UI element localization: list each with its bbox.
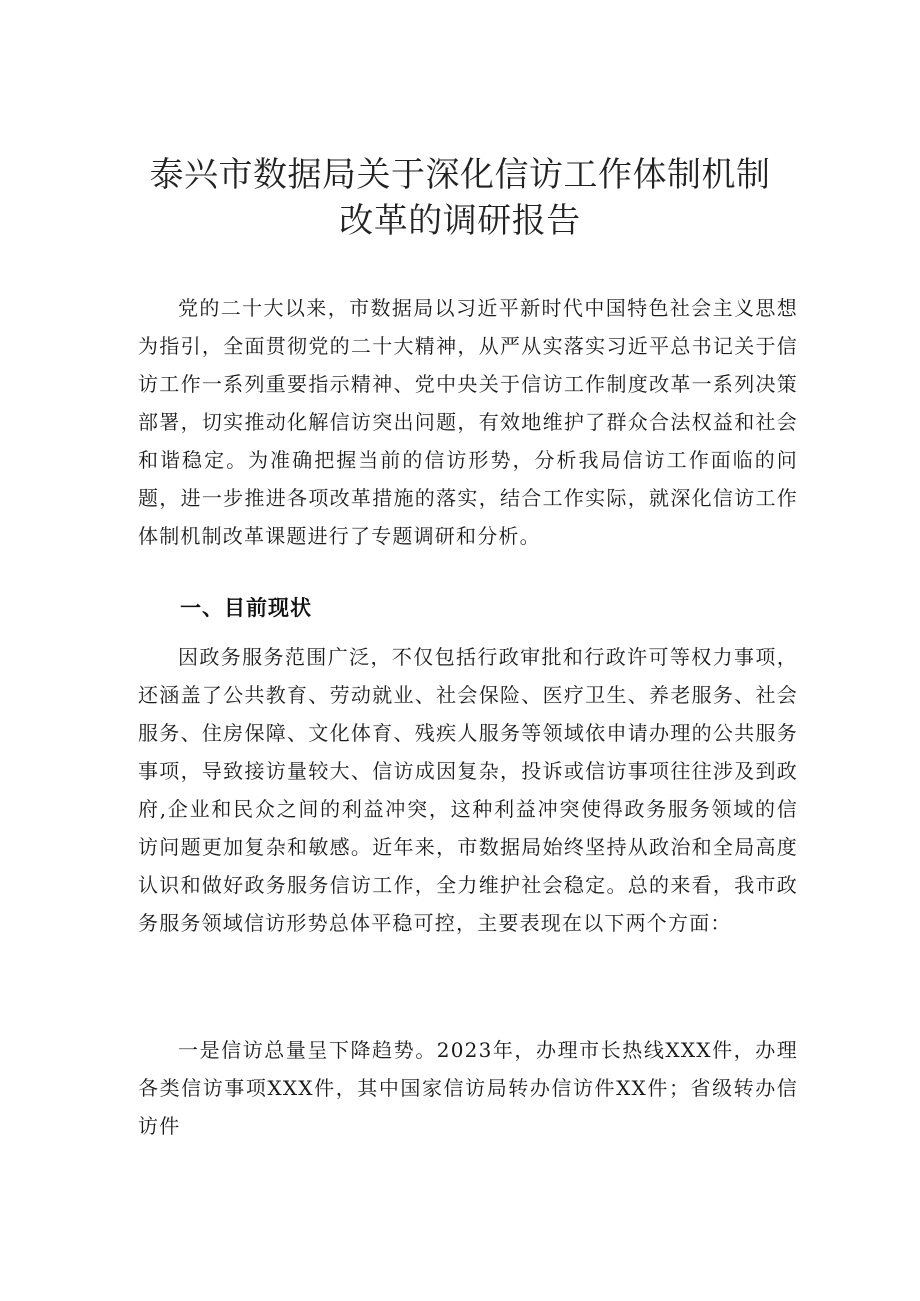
intro-paragraph-block [138, 289, 798, 555]
trend-paragraph-block [138, 1031, 798, 1145]
status-paragraph: 因政务服务范围广泛，不仅包括行政审批和行政许可等权力事项，还涵盖了公共教育、劳动就业、社会保险、医疗卫生、养老服务、社会服务、住房保障、文化体育、残疾人服务等领域依申请办理的公共服务事项，导致接访量较大、信访成因复杂，投诉或信访事项往往涉及到政府,企业和民众之间的利益冲突，这种利益冲突使得政务服务领域的信访问题更加复杂和敏感。近年来，市数据局始终坚持从政治和全局高度认识和做好政务服务信访工作，全力维护社会稳定。总的来看，我市政务服务领域信访形势总体平稳可控，主要表现在以下两个方面： [138, 645, 798, 935]
trend-paragraph: 一是信访总量呈下降趋势。2023年，办理市长热线XXX件，办理各类信访事项XXX件，其中国家信访局转办信访件XX件；省级转办信访件 [138, 1038, 798, 1138]
title-line-2: 改革的调研报告 [339, 201, 581, 241]
section-heading-current-status: 一、目前现状 [180, 596, 312, 620]
title-line-1: 泰兴市数据局关于深化信访工作体制机制 [149, 155, 771, 195]
intro-paragraph: 党的二十大以来，市数据局以习近平新时代中国特色社会主义思想为指引，全面贯彻党的二十大精神，从严从实落实习近平总书记关于信访工作一系列重要指示精神、党中央关于信访工作制度改革一系列决策部署，切实推动化解信访突出问题，有效地维护了群众合法权益和社会和谐稳定。为准确把握当前的信访形势，分析我局信访工作面临的问题，进一步推进各项改革措施的落实，结合工作实际，就深化信访工作体制机制改革课题进行了专题调研和分析。 [138, 296, 798, 548]
status-paragraph-block [138, 638, 798, 942]
document-title [100, 152, 820, 244]
